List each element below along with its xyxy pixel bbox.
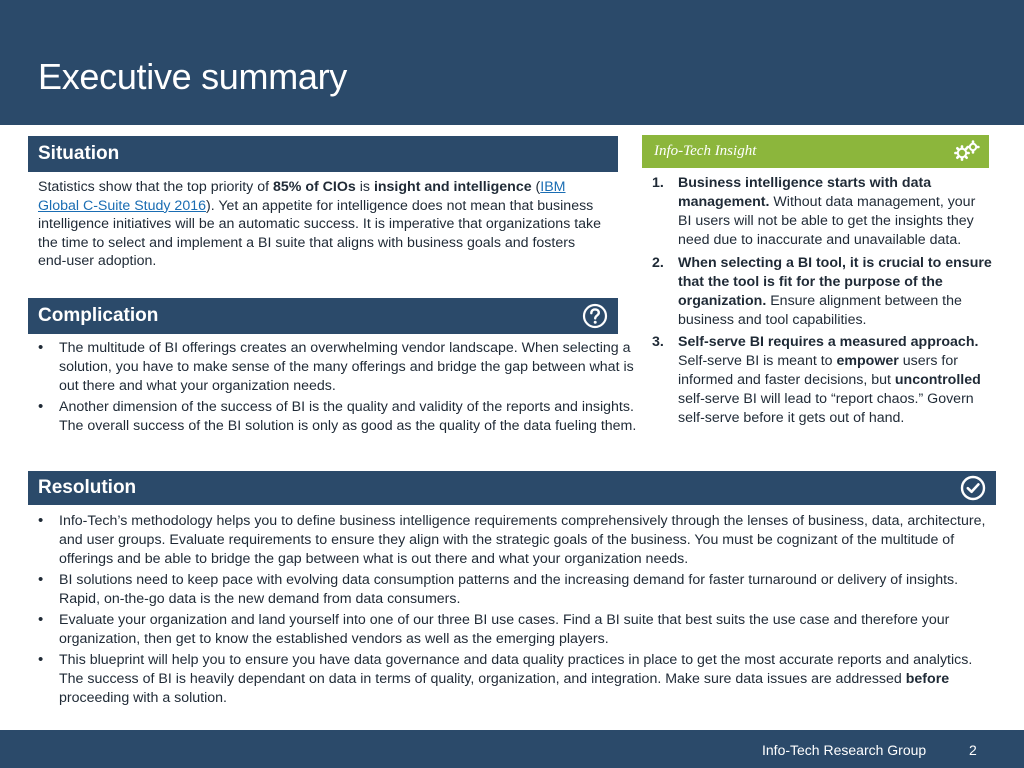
- item-number: 1.: [652, 175, 664, 191]
- item-text: users for informed and faster decisions, but: [678, 353, 958, 388]
- page-title: Executive summary: [38, 56, 347, 97]
- resolution-heading: Resolution: [38, 477, 137, 498]
- item-text: Ensure alignment between the business and tool capabilities.: [678, 292, 962, 328]
- situation-text: is: [355, 179, 374, 195]
- complication-heading: Complication: [38, 305, 159, 326]
- item-number: 3.: [652, 334, 664, 350]
- situation-text: Statistics show that the top priority of: [38, 179, 273, 195]
- item-emphasis: before: [905, 670, 950, 687]
- item-number: 2.: [652, 254, 664, 271]
- title-banner: [0, 0, 1024, 125]
- item-text: Without data management, your BI users will not be able to get the insights they need due to inaccurate and unavailable data.: [678, 194, 976, 248]
- item-text: This blueprint will help you to ensure you have data governance and data quality practices in place to get the most accurate reports and analytics. The success of BI is heavily dependant on data in terms of quality, organization, and integration. Make sure data issues are addressed: [59, 652, 973, 687]
- footer-org: Info-Tech Research Group: [762, 742, 927, 758]
- complication-heading-bar: [28, 298, 618, 334]
- page-number: 2: [969, 742, 977, 758]
- list-item: • The multitude of BI offerings creates an overwhelming vendor landscape. When selecting a solution, you have to make sense of the many offerings and bridge the gap between what is out there and what your organization needs.: [38, 339, 638, 395]
- list-item: [652, 254, 992, 330]
- situation-emphasis: 85% of CIOs: [273, 179, 356, 195]
- ibm-study-link[interactable]: IBM Global C-Suite Study 2016: [38, 179, 566, 214]
- gears-icon: [953, 139, 981, 163]
- situation-emphasis: insight and intelligence: [373, 179, 532, 195]
- item-emphasis: When selecting a BI tool, it is crucial to ensure that the tool is fit for the purpose of the organization.: [678, 254, 992, 309]
- item-emphasis: Business intelligence starts with data management.: [678, 175, 932, 210]
- list-item: • Another dimension of the success of BI is the quality and validity of the reports and insights. The overall success of the BI solution is only as good as the quality of the data fueling them.: [38, 398, 638, 436]
- item-text: Self-serve BI is meant to: [678, 353, 837, 369]
- list-item: • Info-Tech’s methodology helps you to define business intelligence requirements comprehensively through the lenses of business, data, architecture, and user groups. Evaluate requirements to ensure they align with the strategic goals of the business. You must be cognizant of the multitude of offerings and be able to bridge the gap between what is out there and what your organization needs.: [38, 512, 998, 568]
- list-item: [38, 651, 998, 707]
- situation-heading: Situation: [38, 143, 120, 164]
- situation-text: (: [531, 179, 541, 195]
- complication-list: [38, 339, 638, 438]
- list-item: • BI solutions need to keep pace with evolving data consumption patterns and the increasing demand for faster turnaround or delivery of insights. Rapid, on-the-go data is the new demand from data consumers.: [38, 571, 998, 609]
- insight-heading: Info-Tech Insight: [654, 143, 757, 159]
- question-circle-icon: [582, 303, 608, 329]
- insight-list: [652, 174, 992, 432]
- item-text: proceeding with a solution.: [59, 689, 227, 706]
- list-item: • Evaluate your organization and land yourself into one of our three BI use cases. Find a BI suite that best suits the use case and therefore your organization, then get to know the established vendors as well as the emerging players.: [38, 611, 998, 649]
- situation-paragraph: [38, 178, 606, 271]
- item-emphasis: empower: [836, 353, 899, 369]
- item-emphasis: Self-serve BI requires a measured approach.: [678, 334, 979, 350]
- list-item: [652, 333, 992, 428]
- item-text: self-serve BI will lead to “report chaos.” Govern self-serve before it gets out of hand.: [678, 391, 974, 426]
- situation-heading-bar: [28, 136, 618, 172]
- check-circle-icon: [960, 475, 986, 501]
- insight-heading-bar: [642, 135, 989, 168]
- situation-text: ). Yet an appetite for intelligence does not mean that business intelligence initiatives will be an automatic success. It is imperative that organizations take the time to select and implement a BI suite that aligns with business goals and fosters end-user adoption.: [38, 197, 602, 269]
- resolution-list: [38, 512, 998, 710]
- item-emphasis: uncontrolled: [894, 372, 981, 388]
- list-item: [652, 174, 992, 250]
- resolution-heading-bar: [28, 471, 996, 505]
- footer-bar: [0, 730, 1024, 768]
